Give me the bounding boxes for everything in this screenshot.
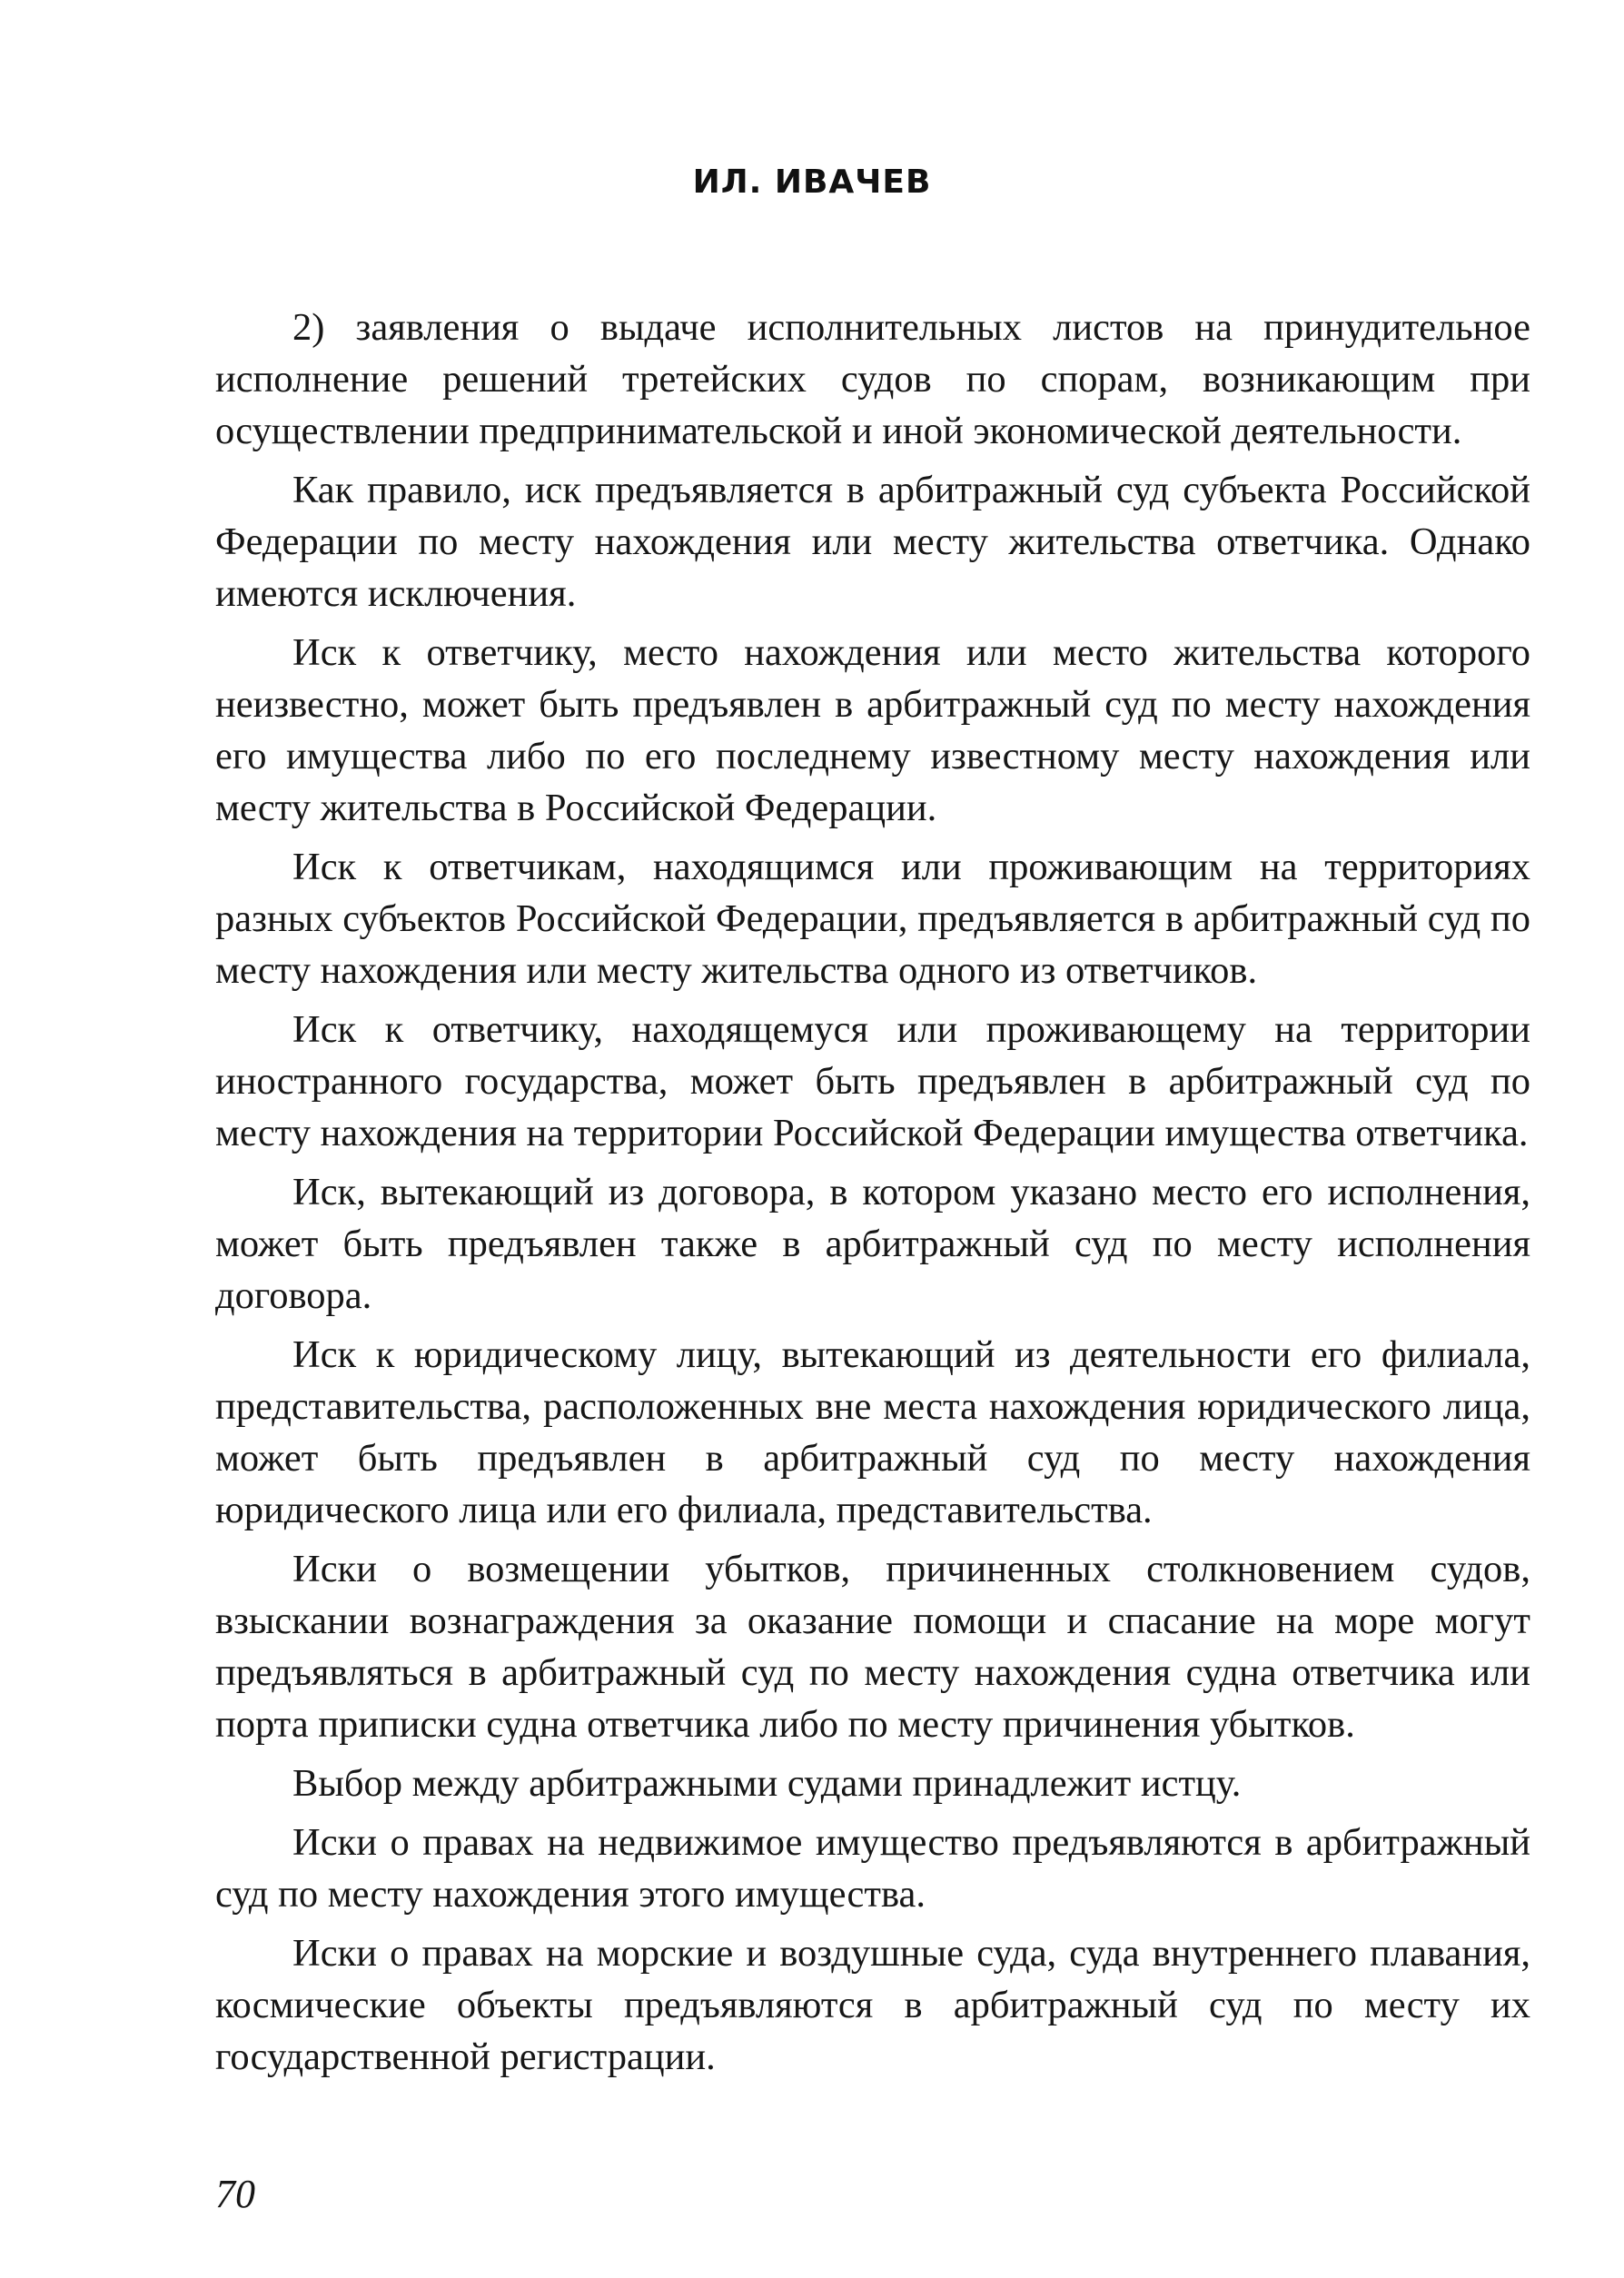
paragraph: Выбор между арбитражными судами принадлежит истцу. bbox=[292, 1762, 1242, 1805]
paragraph: Иск к ответчику, место нахождения или место жительства которого неизвестно, может быть предъявлен в арбитражный суд по месту нахождения его имущества либо по его последнему известному месту нахождения или месту жительства в Российской Федерации. bbox=[215, 631, 1530, 829]
paragraph: Иск к юридическому лицу, вытекающий из деятельности его филиала, представительства, расположенных вне места нахождения юридического лица, может быть предъявлен в арбитражный суд по месту нахождения юридического лица или его филиала, представительства. bbox=[215, 1333, 1530, 1531]
paragraph: 2) заявления о выдаче исполнительных листов на принудительное исполнение решений третейских судов по спорам, возникающим при осуществлении предпринимательской и иной экономической деятельности. bbox=[215, 306, 1530, 452]
page-number: 70 bbox=[215, 2172, 255, 2216]
paragraph: Иски о правах на морские и воздушные суда, суда внутреннего плавания, космические объекты предъявляются в арбитражный суд по месту их государственной регистрации. bbox=[215, 1932, 1530, 2078]
paragraph: Иски о возмещении убытков, причиненных столкновением судов, взыскании вознаграждения за оказание помощи и спасание на море могут предъявляться в арбитражный суд по месту нахождения судна ответчика или порта приписки судна ответчика либо по месту причинения убытков. bbox=[215, 1548, 1530, 1746]
paragraph: Как правило, иск предъявляется в арбитражный суд субъекта Российской Федерации по месту нахождения или месту жительства ответчика. Однако имеются исключения. bbox=[215, 469, 1530, 615]
paragraph: Иски о правах на недвижимое имущество предъявляются в арбитражный суд по месту нахождения этого имущества. bbox=[215, 1821, 1530, 1916]
paragraph: Иск, вытекающий из договора, в котором указано место его исполнения, может быть предъявлен также в арбитражный суд по месту исполнения договора. bbox=[215, 1171, 1530, 1317]
body-text bbox=[215, 302, 1530, 2090]
running-header: ИЛ. ИВАЧЕВ bbox=[692, 163, 932, 201]
paragraph: Иск к ответчику, находящемуся или проживающему на территории иностранного государства, может быть предъявлен в арбитражный суд по месту нахождения на территории Российской Федерации имущества ответчика. bbox=[215, 1008, 1530, 1154]
paragraph: Иск к ответчикам, находящимся или проживающим на территориях разных субъектов Российской Федерации, предъявляется в арбитражный суд по месту нахождения или месту жительства одного из ответчиков. bbox=[215, 846, 1530, 992]
